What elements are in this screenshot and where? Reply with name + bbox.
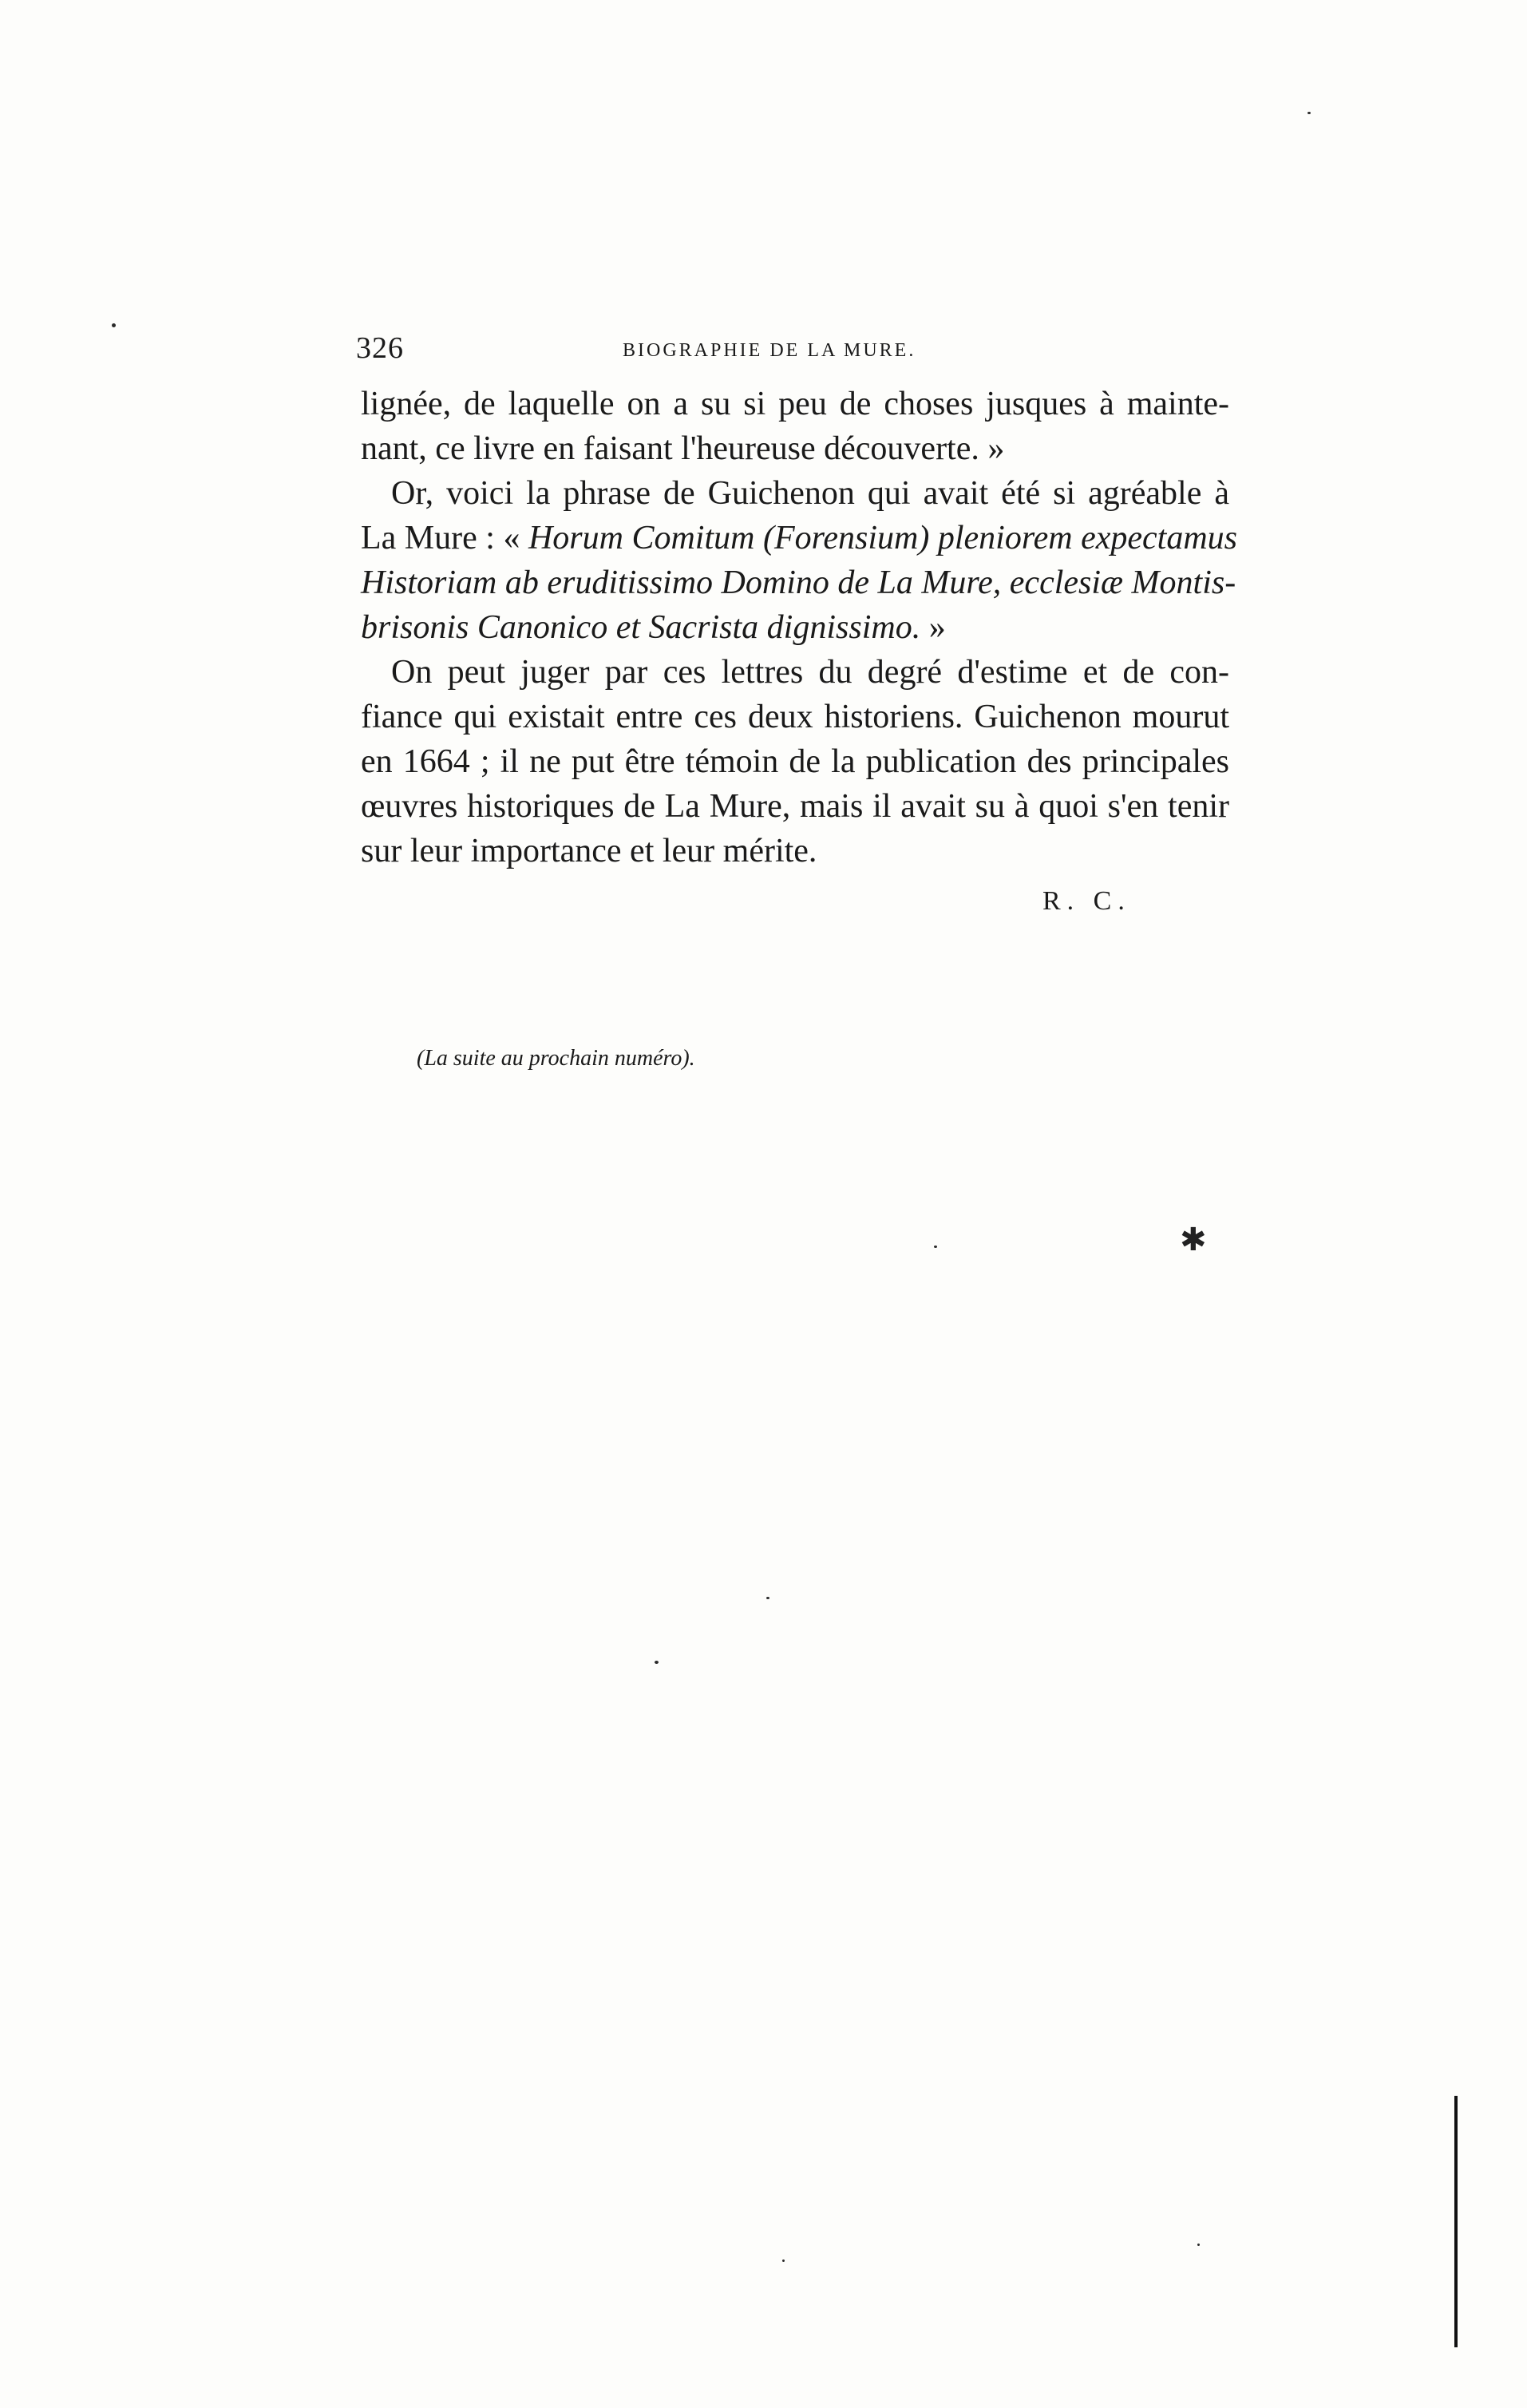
text-line: Or, voici la phrase de Guichenon qui avait été si agréable à [391, 475, 1229, 512]
text-line: œuvres historiques de La Mure, mais il avait su à quoi s'en tenir [361, 788, 1229, 825]
dust-speck [782, 2259, 785, 2262]
dust-speck [934, 1246, 937, 1248]
continued-note: (La suite au prochain numéro). [417, 1046, 695, 1071]
text-fragment: La Mure : « [361, 520, 528, 556]
text-line: On peut juger par ces lettres du degré d'estime et de con- [391, 654, 1229, 691]
text-line: sur leur importance et leur mérite. [361, 833, 817, 869]
body-text [361, 382, 1238, 873]
text-line [361, 516, 1238, 560]
page-number: 326 [356, 331, 404, 365]
text-line: fiance qui existait entre ces deux historiens. Guichenon mourut [361, 699, 1229, 735]
text-line: en 1664 ; il ne put être témoin de la publication des principales [361, 743, 1229, 780]
ink-blot-icon: ✱ [1180, 1222, 1207, 1258]
latin-quote: brisonis Canonico et Sacrista dignissimo. [361, 609, 921, 646]
author-signature: R. C. [1042, 886, 1131, 916]
text-line: lignée, de laquelle on a su si peu de choses jusques à mainte- [361, 386, 1229, 422]
latin-quote: Horum Comitum (Forensium) pleniorem expectamus [528, 520, 1238, 556]
dust-speck [112, 323, 116, 327]
dust-speck [1307, 112, 1311, 114]
margin-rule [1454, 2096, 1458, 2347]
latin-quote: Historiam ab eruditissimo Domino de La Mure, ecclesiæ Montis- [361, 564, 1236, 601]
dust-speck [655, 1661, 659, 1664]
dust-speck [766, 1597, 769, 1599]
dust-speck [1197, 2244, 1200, 2246]
text-line: nant, ce livre en faisant l'heureuse découverte. » [361, 430, 1005, 467]
running-head [356, 331, 1154, 378]
text-fragment: » [920, 609, 946, 646]
running-title: BIOGRAPHIE DE LA MURE. [623, 340, 916, 361]
text-line [361, 605, 1229, 650]
